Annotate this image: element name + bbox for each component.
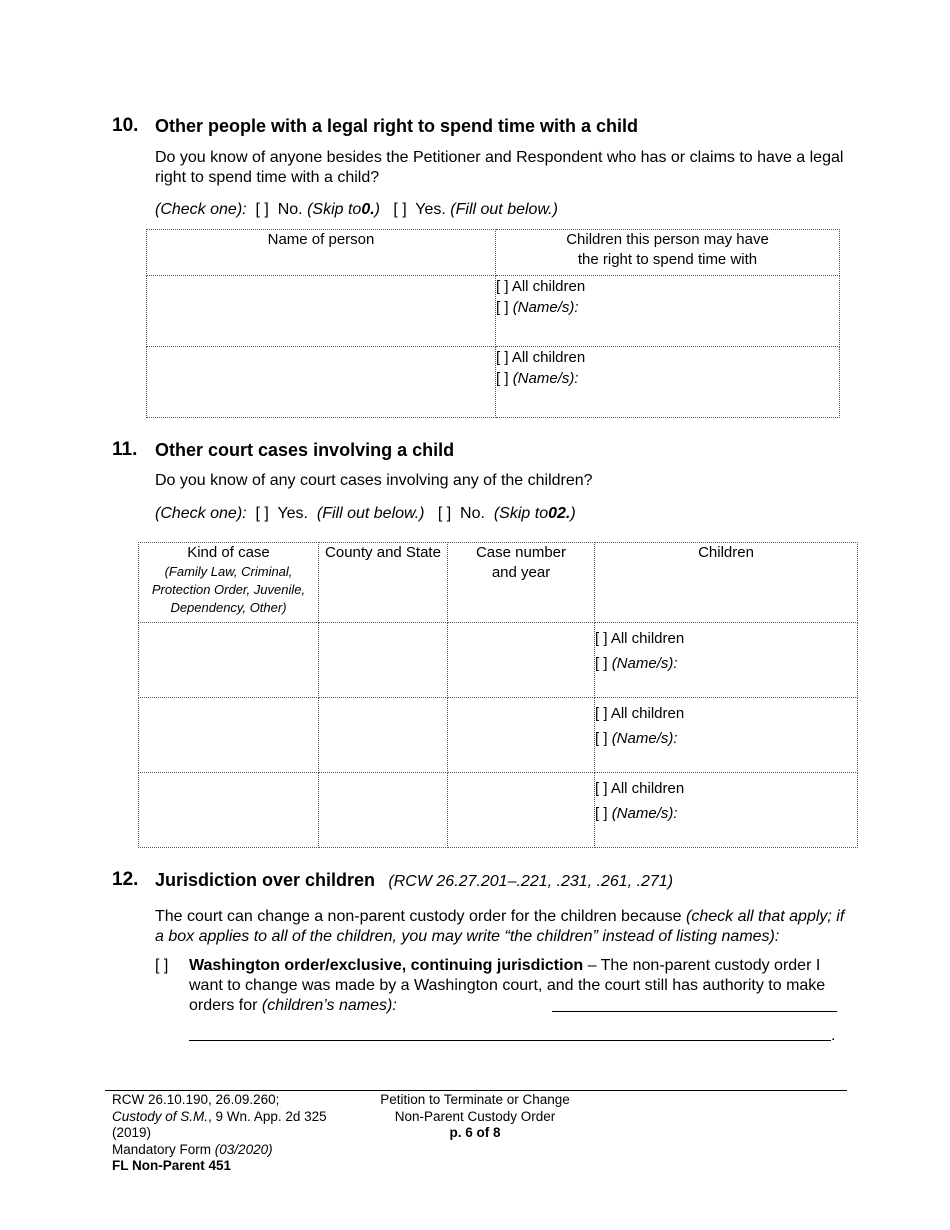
table-row <box>147 347 840 418</box>
name-of-person-cell[interactable] <box>147 347 496 418</box>
section-12-title: Jurisdiction over children <box>155 870 376 890</box>
check-one-label: (Check one): <box>155 201 247 218</box>
washington-order-checkbox[interactable]: [ ] <box>155 957 169 974</box>
table-row <box>139 698 858 773</box>
section-11-check-one-row <box>155 504 576 524</box>
footer-case-cite: Custody of S.M., 9 Wn. App. 2d 325 <box>112 1108 327 1124</box>
footer-form-title-1: Petition to Terminate or Change <box>380 1092 570 1107</box>
section-11-number: 11. <box>112 439 138 460</box>
yes-checkbox[interactable]: [ ] <box>255 505 269 522</box>
yes-note: (Fill out below.) <box>316 505 425 522</box>
kind-of-case-cell[interactable] <box>139 773 319 848</box>
section-10-check-one-row <box>155 200 558 220</box>
line-period: . <box>831 1027 836 1044</box>
kind-of-case-header: Kind of case (Family Law, Criminal, Protection Order, Juvenile, Dependency, Other) <box>139 543 319 623</box>
footer-rcw: RCW 26.10.190, 26.09.260; <box>112 1092 280 1107</box>
children-cell <box>496 347 840 418</box>
table-row <box>139 773 858 848</box>
no-skip-note: (Skip to02.) <box>493 505 576 522</box>
table-row <box>147 276 840 347</box>
names-checkbox[interactable]: [ ] (Name/s): <box>496 299 579 316</box>
children-right-header: Children this person may have the right to spend time with <box>496 230 840 276</box>
case-number-header: Case number and year <box>448 543 595 623</box>
section-10-title: Other people with a legal right to spend time with a child <box>155 116 639 136</box>
children-cell <box>496 276 840 347</box>
footer-center <box>355 1092 595 1142</box>
all-children-checkbox[interactable]: [ ] All children <box>496 278 586 295</box>
footer-page-number: p. 6 of 8 <box>449 1125 501 1140</box>
table-row <box>139 623 858 698</box>
childrens-names-line-2[interactable] <box>189 1040 831 1041</box>
no-checkbox[interactable]: [ ] <box>437 505 452 522</box>
other-people-table <box>146 229 840 418</box>
footer-form-id: FL Non-Parent 451 <box>112 1158 232 1173</box>
section-10-question: Do you know of anyone besides the Petitioner and Respondent who has or claims to have a legal right to spend time with a child? <box>155 149 844 186</box>
court-cases-table <box>138 542 858 848</box>
yes-note: (Fill out below.) <box>450 201 558 218</box>
section-10-number: 10. <box>112 115 139 136</box>
all-children-checkbox[interactable]: [ ] All children <box>496 349 586 366</box>
names-checkbox[interactable]: [ ] (Name/s): <box>496 370 579 387</box>
kind-of-case-cell[interactable] <box>139 623 319 698</box>
washington-order-option: Washington order/exclusive, continuing jurisdiction – The non-parent custody order I want to change was made by a Washington court, and the court still has authority to make orders for (children’s names): <box>189 957 826 1014</box>
section-12-number: 12. <box>112 869 139 890</box>
county-state-header: County and State <box>319 543 448 623</box>
name-of-person-header: Name of person <box>147 230 496 276</box>
section-11-title: Other court cases involving a child <box>155 440 455 460</box>
case-number-cell[interactable] <box>448 773 595 848</box>
county-state-cell[interactable] <box>319 623 448 698</box>
check-one-label: (Check one): <box>155 505 247 522</box>
no-checkbox[interactable]: [ ] <box>255 201 269 218</box>
yes-label: Yes. <box>277 505 308 522</box>
footer-form-title-2: Non-Parent Custody Order <box>394 1108 556 1124</box>
names-checkbox[interactable]: [ ] (Name/s): <box>595 655 678 672</box>
case-number-cell[interactable] <box>448 623 595 698</box>
yes-checkbox[interactable]: [ ] <box>393 201 407 218</box>
children-cell <box>595 623 858 698</box>
section-12-intro: The court can change a non-parent custody order for the children because (check all that apply; if a box applies to all of the children, you may write “the children” instead of listing names): <box>155 908 845 945</box>
children-cell <box>595 698 858 773</box>
section-12-rcw: (RCW 26.27.201–.221, .231, .261, .271) <box>388 873 674 890</box>
no-label: No. <box>460 505 485 522</box>
name-of-person-cell[interactable] <box>147 276 496 347</box>
footer-year: (2019) <box>112 1125 152 1140</box>
footer-divider <box>105 1090 847 1091</box>
yes-label: Yes. <box>415 201 446 218</box>
all-children-checkbox[interactable]: [ ] All children <box>595 705 685 722</box>
children-cell <box>595 773 858 848</box>
footer-mandatory: Mandatory Form (03/2020) <box>112 1141 273 1157</box>
children-header: Children <box>595 543 858 623</box>
all-children-checkbox[interactable]: [ ] All children <box>595 780 685 797</box>
kind-of-case-cell[interactable] <box>139 698 319 773</box>
names-checkbox[interactable]: [ ] (Name/s): <box>595 730 678 747</box>
section-11-question: Do you know of any court cases involving any of the children? <box>155 472 593 489</box>
no-label: No. <box>277 201 303 218</box>
footer-left <box>112 1092 362 1175</box>
case-number-cell[interactable] <box>448 698 595 773</box>
county-state-cell[interactable] <box>319 698 448 773</box>
no-skip-note: (Skip to0.) <box>307 201 380 218</box>
county-state-cell[interactable] <box>319 773 448 848</box>
section-12-heading <box>155 870 673 891</box>
childrens-names-line-1[interactable] <box>552 1011 837 1012</box>
kind-of-case-subtitle: (Family Law, Criminal, Protection Order, Juvenile, Dependency, Other) <box>151 564 306 615</box>
names-checkbox[interactable]: [ ] (Name/s): <box>595 805 678 822</box>
all-children-checkbox[interactable]: [ ] All children <box>595 630 685 647</box>
